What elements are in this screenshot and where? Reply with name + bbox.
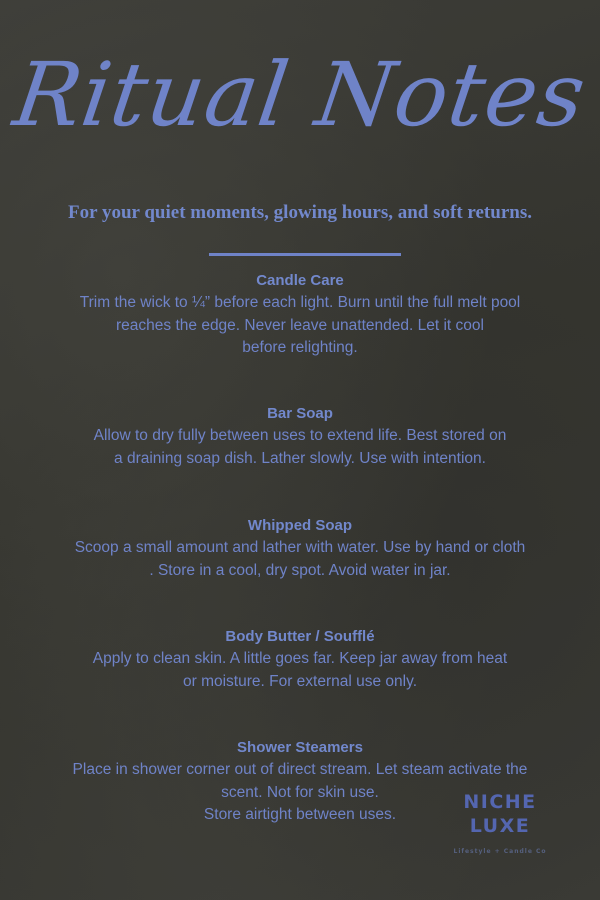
section-title: Body Butter / Soufflé xyxy=(225,628,375,645)
brand-logo xyxy=(440,790,560,855)
section-body: Place in shower corner out of direct stream. Let steam activate the scent. Not for skin use. Store airtight between uses. xyxy=(72,761,528,823)
section-body: Allow to dry fully between uses to extend life. Best stored on a draining soap dish. Lather slowly. Use with intention. xyxy=(93,427,507,467)
page-title: Ritual Notes xyxy=(8,43,593,146)
section-title: Shower Steamers xyxy=(237,739,363,756)
section-bar-soap xyxy=(0,403,600,470)
section-title: Candle Care xyxy=(256,272,344,289)
section-whipped-soap xyxy=(0,515,600,582)
section-candle-care xyxy=(0,270,600,360)
logo-line-2: LUXE xyxy=(469,815,531,837)
section-body: Scoop a small amount and lather with water. Use by hand or cloth . Store in a cool, dry spot. Avoid water in jar. xyxy=(74,539,526,579)
section-title: Bar Soap xyxy=(267,405,333,422)
section-title: Whipped Soap xyxy=(247,517,353,534)
logo-tagline: Lifestyle + Candle Co xyxy=(453,848,547,855)
logo-line-1: NICHE xyxy=(463,791,537,813)
section-body-butter xyxy=(0,626,600,693)
section-body: Trim the wick to ¼” before each light. Burn until the full melt pool reaches the edge. Never leave unattended. Let it cool before relighting. xyxy=(79,294,521,356)
section-body: Apply to clean skin. A little goes far. Keep jar away from heat or moisture. For external use only. xyxy=(92,650,508,690)
page-subtitle: For your quiet moments, glowing hours, and soft returns. xyxy=(68,202,532,223)
divider xyxy=(209,253,401,256)
